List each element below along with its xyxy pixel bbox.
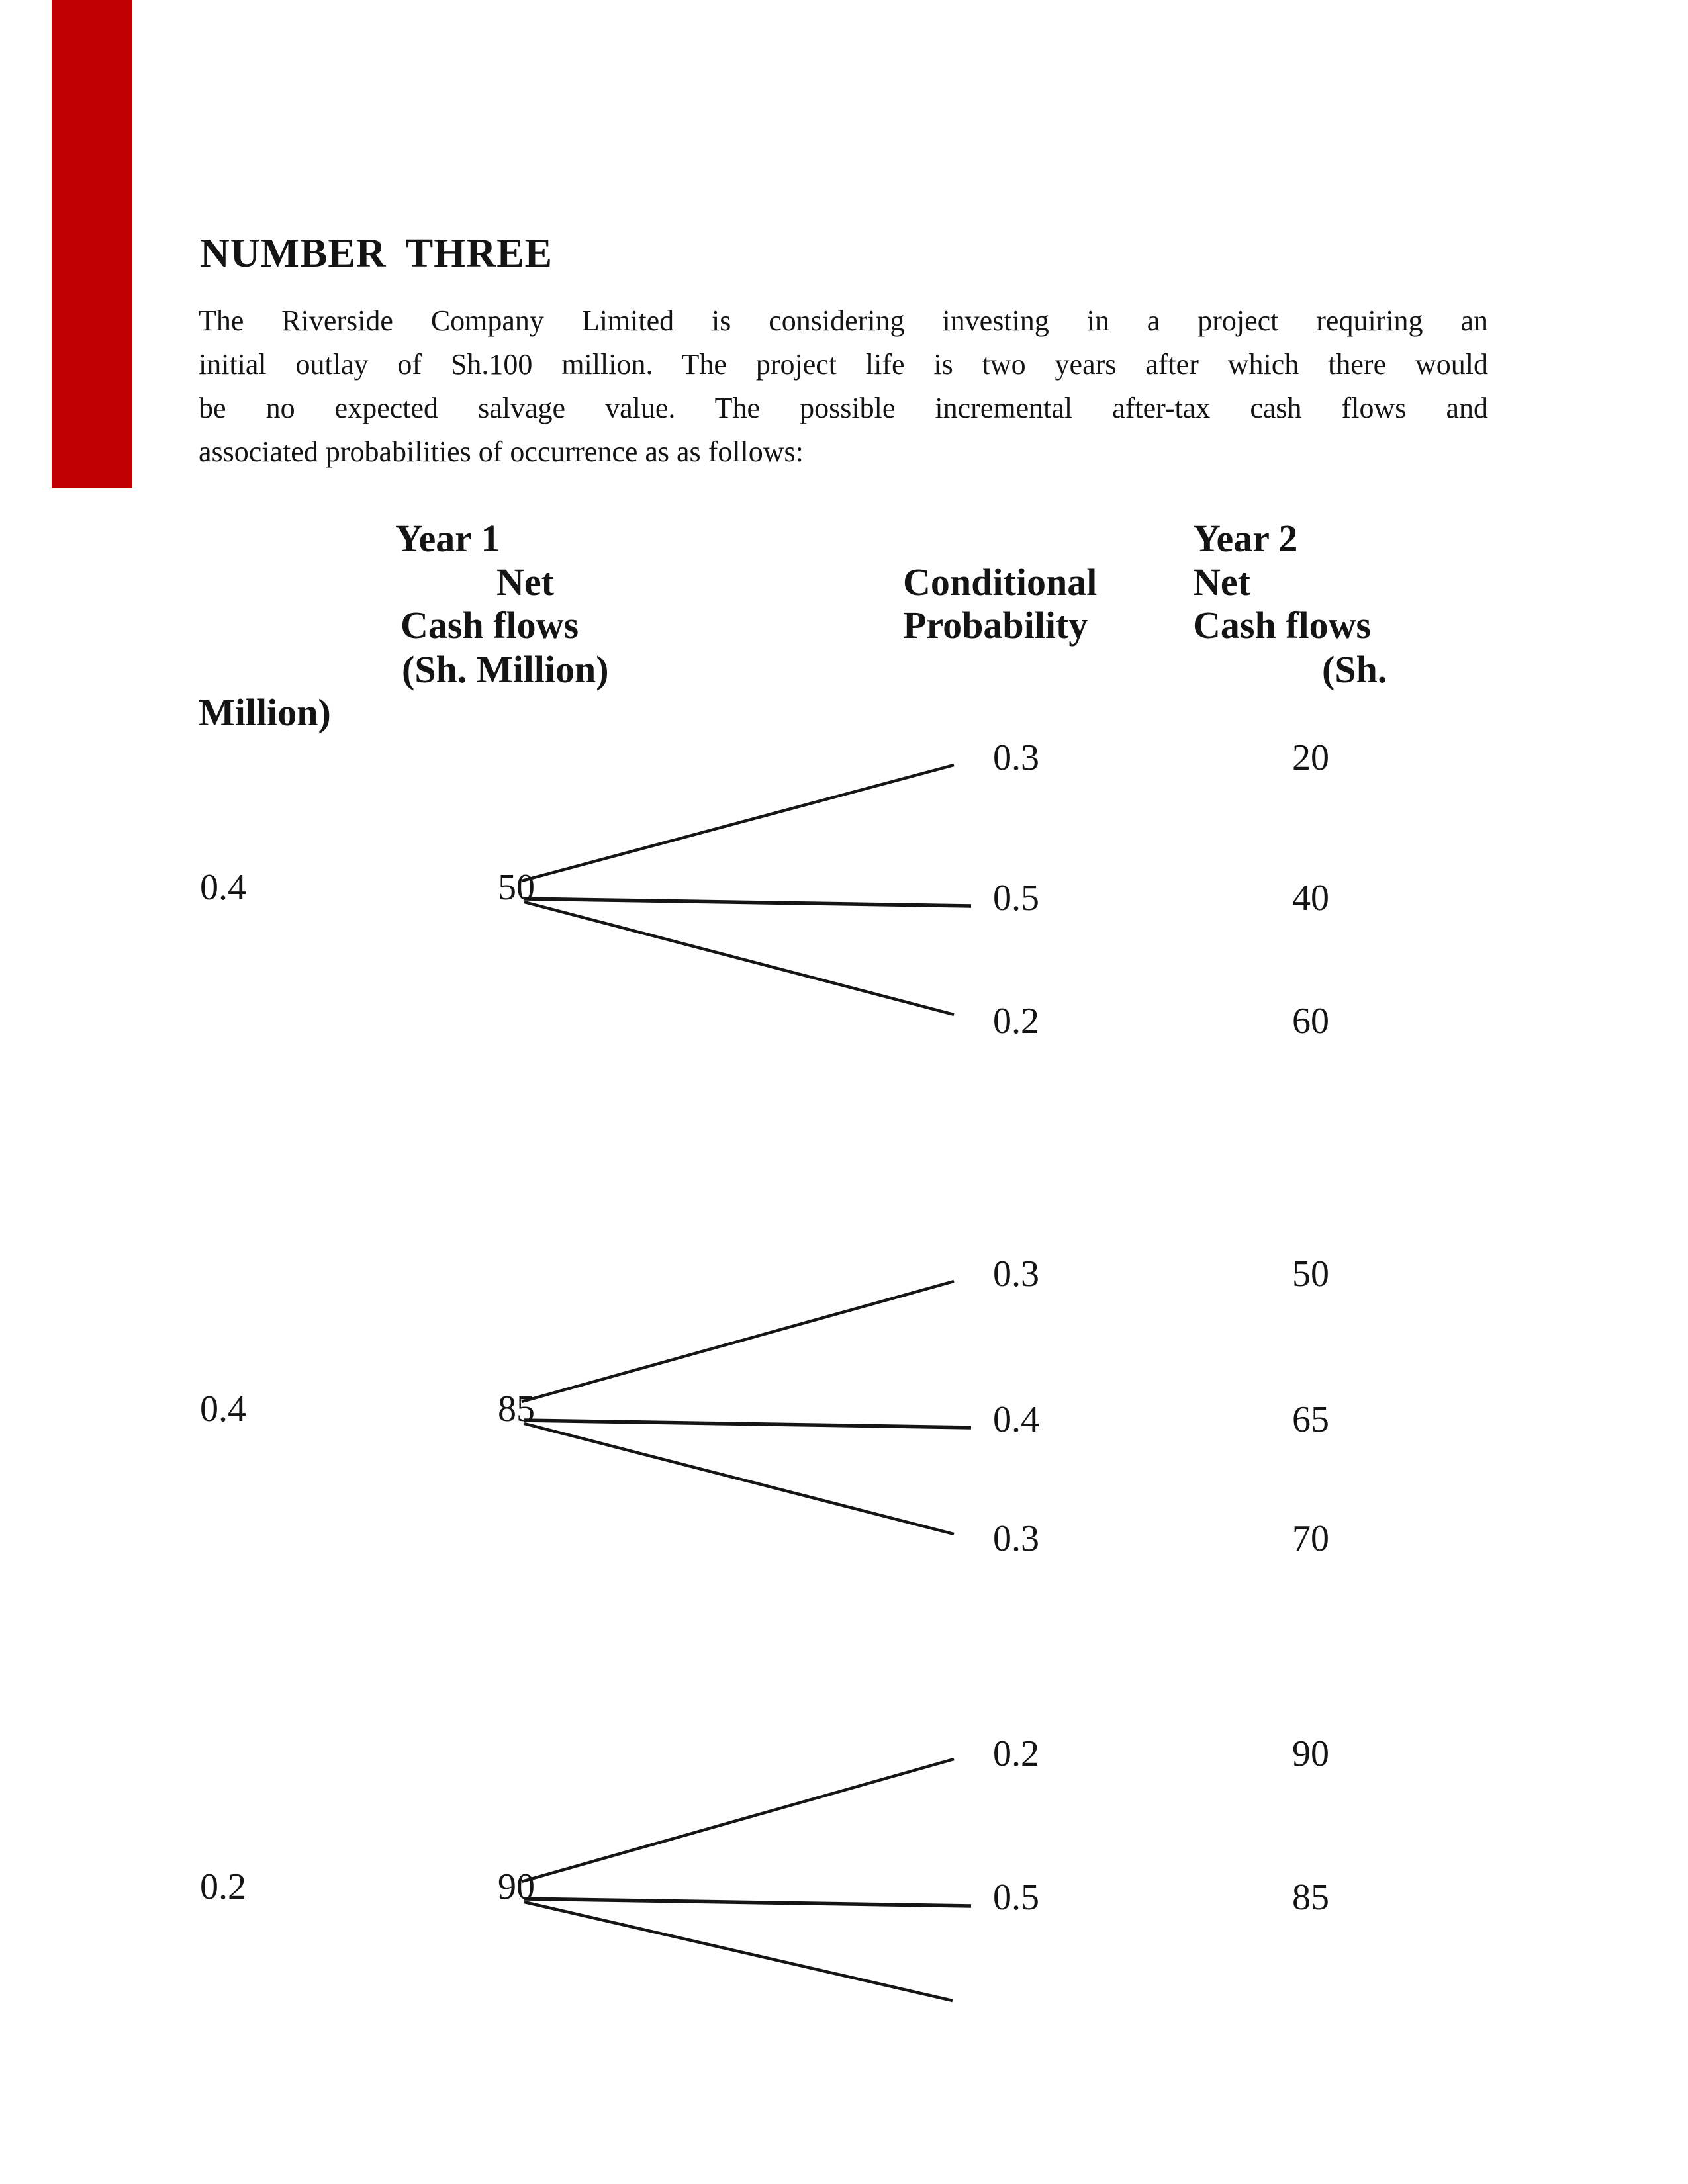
tree1-initial-prob: 0.4 [200, 867, 246, 908]
tree1-outcome3-value: 60 [1292, 1001, 1329, 1042]
intro-line-1: The Riverside Company Limited is considering investing in a project requiring an [199, 304, 1488, 337]
header-net-year1: Net [496, 561, 554, 604]
header-sh-million-year1: (Sh. Million) [402, 648, 609, 691]
header-million-wrap: Million) [199, 691, 331, 734]
header-cashflows-year1: Cash flows [400, 604, 579, 647]
tree2-node-value: 85 [498, 1388, 535, 1430]
tree2-outcome2-prob: 0.4 [993, 1399, 1039, 1440]
tree-branch-2-lines [522, 1281, 971, 1534]
tree1-outcome2-prob: 0.5 [993, 878, 1039, 919]
header-probability: Probability [903, 604, 1088, 647]
intro-paragraph [199, 299, 1488, 474]
tree3-outcome1-value: 90 [1292, 1733, 1329, 1774]
tree1-outcome1-value: 20 [1292, 737, 1329, 778]
header-sh-year2: (Sh. [1322, 648, 1387, 691]
header-conditional: Conditional [903, 561, 1098, 604]
tree2-outcome2-value: 65 [1292, 1399, 1329, 1440]
tree3-outcome2-value: 85 [1292, 1877, 1329, 1918]
tree3-outcome1-prob: 0.2 [993, 1733, 1039, 1774]
intro-line-4: associated probabilities of occurrence as as follows: [199, 435, 804, 468]
tree3-node-value: 90 [498, 1866, 535, 1907]
intro-line-2: initial outlay of Sh.100 million. The project life is two years after which there would [199, 348, 1488, 381]
tree2-initial-prob: 0.4 [200, 1388, 246, 1430]
red-margin-bar [52, 0, 132, 488]
header-net-year2: Net [1193, 561, 1250, 604]
tree1-outcome3-prob: 0.2 [993, 1001, 1039, 1042]
tree-branch-1-lines [522, 765, 971, 1015]
intro-line-3: be no expected salvage value. The possible incremental after-tax cash flows and [199, 392, 1488, 424]
tree2-outcome3-value: 70 [1292, 1518, 1329, 1559]
tree2-outcome1-prob: 0.3 [993, 1253, 1039, 1295]
tree3-outcome2-prob: 0.5 [993, 1877, 1039, 1918]
tree1-node-value: 50 [498, 867, 535, 908]
tree1-outcome1-prob: 0.3 [993, 737, 1039, 778]
tree2-outcome1-value: 50 [1292, 1253, 1329, 1295]
tree-branch-3-lines [522, 1759, 971, 2001]
header-year1: Year 1 [395, 517, 500, 560]
header-cashflows-year2: Cash flows [1193, 604, 1372, 647]
tree2-outcome3-prob: 0.3 [993, 1518, 1039, 1559]
tree3-initial-prob: 0.2 [200, 1866, 246, 1907]
header-year2: Year 2 [1193, 517, 1298, 560]
tree1-outcome2-value: 40 [1292, 878, 1329, 919]
question-title: NUMBER THREE [200, 231, 553, 276]
